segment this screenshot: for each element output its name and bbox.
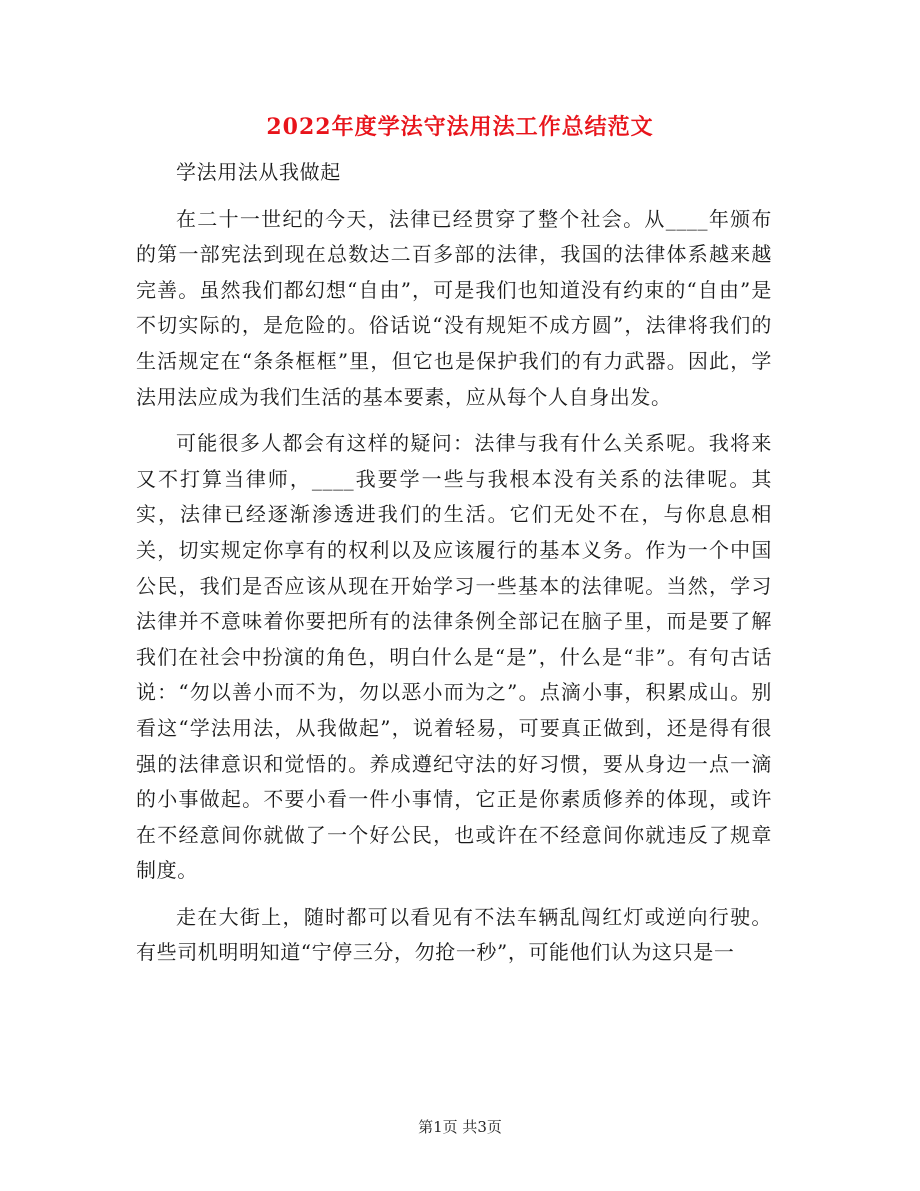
paragraph-1: 在二十一世纪的今天，法律已经贯穿了整个社会。从____年颁布的第一部宪法到现在总数达二百多部的法律，我国的法律体系越来越完善。虽然我们都幻想“自由”，可是我们也知道没有约束的“自由”是不切实际的，是危险的。俗话说“没有规矩不成方圆”，法律将我们的生活规定在“条条框框”里，但它也是保护我们的有力武器。因此，学法用法应成为我们生活的基本要素，应从每个人自身出发。 xyxy=(136,206,772,409)
paragraph-2: 可能很多人都会有这样的疑问：法律与我有什么关系呢。我将来又不打算当律师，____我要学一些与我根本没有关系的法律呢。其实，法律已经逐渐渗透进我们的生活。它们无处不在，与你息息相关，切实规定你享有的权利以及应该履行的基本义务。作为一个中国公民，我们是否应该从现在开始学习一些基本的法律呢。当然，学习法律并不意味着你要把所有的法律条例全部记在脑子里，而是要了解我们在社会中扮演的角色，明白什么是“是”，什么是“非”。有句古话说：“勿以善小而不为，勿以恶小而为之”。点滴小事，积累成山。别看这“学法用法，从我做起”，说着轻易，可要真正做到，还是得有很强的法律意识和觉悟的。养成遵纪守法的好习惯，要从身边一点一滴的小事做起。不要小看一件小事情，它正是你素质修养的体现，或许在不经意间你就做了一个好公民，也或许在不经意间你就违反了规章制度。 xyxy=(136,431,772,883)
page-number: 第1页 共3页 xyxy=(418,1118,502,1136)
paragraph-3: 走在大街上，随时都可以看见有不法车辆乱闯红灯或逆向行驶。有些司机明明知道“宁停三分，勿抢一秒”，可能他们认为这只是一 xyxy=(136,904,772,965)
subtitle: 学法用法从我做起 xyxy=(176,160,341,184)
document-title: 2022年度学法守法用法工作总结范文 xyxy=(266,114,654,140)
document-body xyxy=(136,155,772,982)
